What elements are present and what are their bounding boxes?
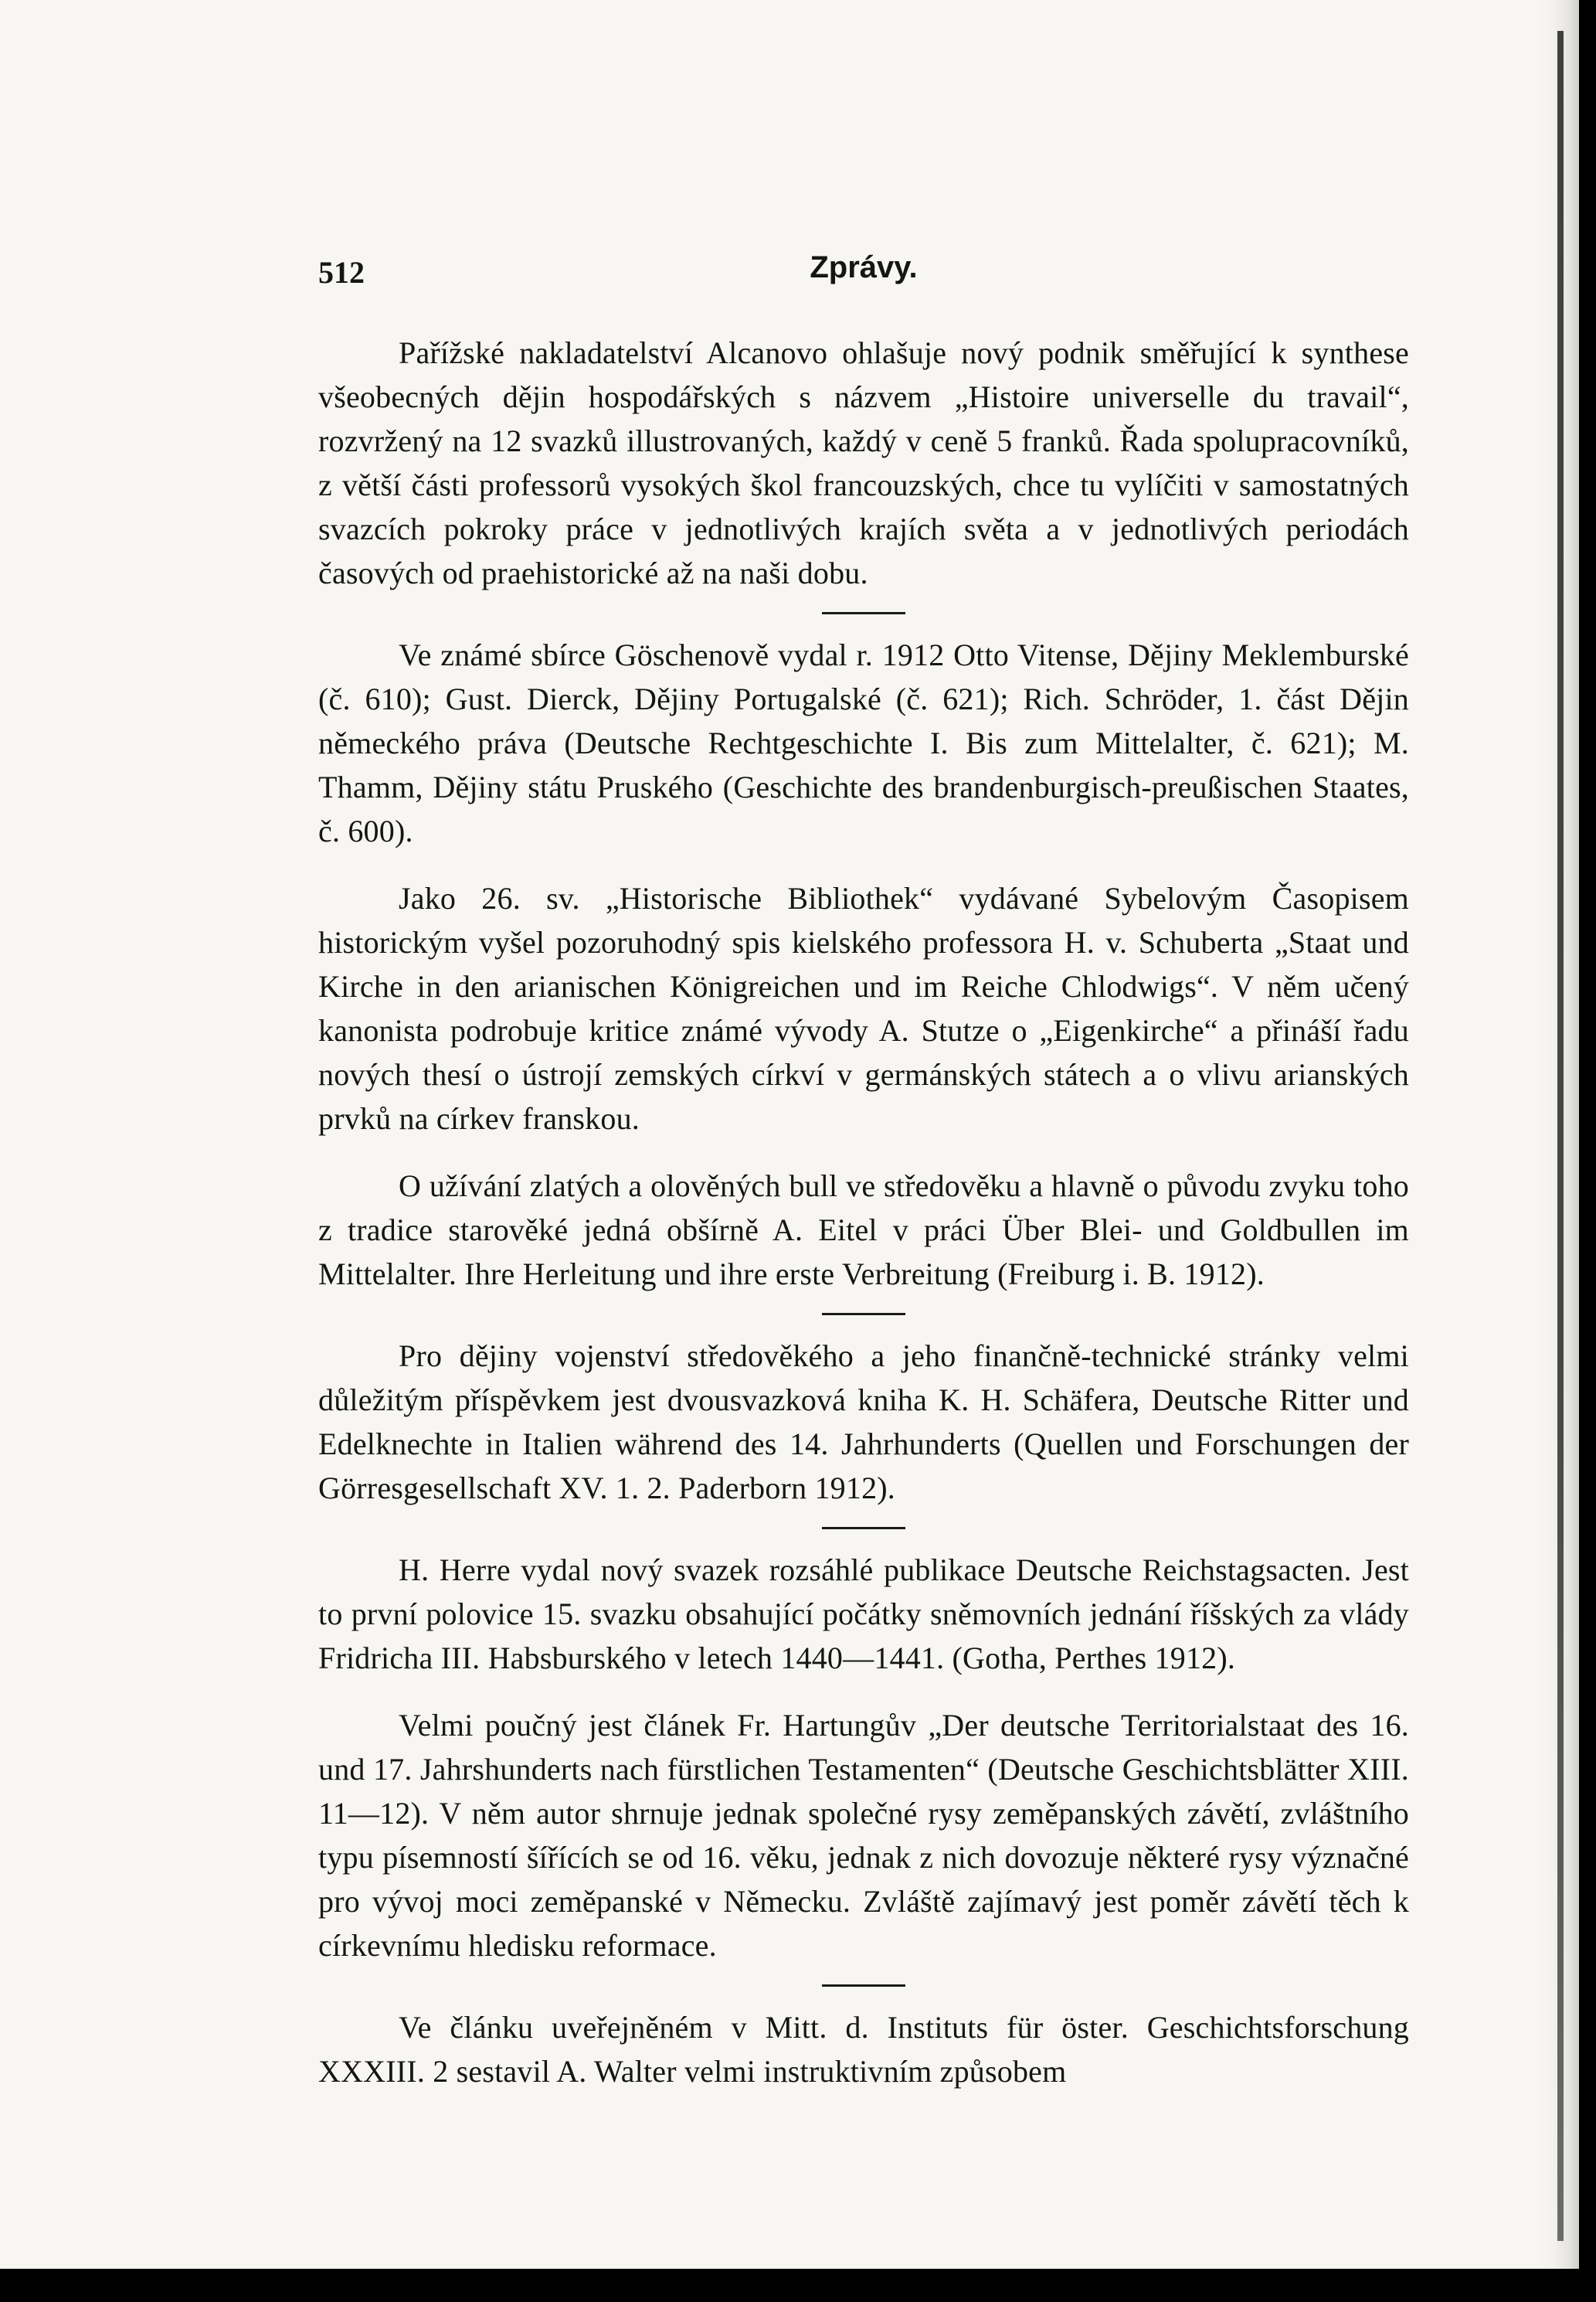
scan-bottom-border: [0, 2269, 1596, 2302]
section-divider: [822, 612, 905, 614]
section-divider: [822, 1527, 905, 1529]
paragraph-alcan: Pařížské nakladatelství Alcanovo ohlašuje nový podnik směřující k synthese všeobecných dějin hospodářských s názvem „Histoire universelle du travail“, rozvržený na 12 svazků illustrovaných, každý v ceně 5 franků. Řada spolupracovníků, z větší části professorů vysokých škol francouzských, chce tu vylíčiti v samostatných svazcích pokroky práce v jednotlivých krajích světa a v jednotlivých periodách časových od praehistorické až na naši dobu.: [318, 335, 1409, 590]
paragraph-historische-bibliothek: Jako 26. sv. „Historische Bibliothek“ vydávané Sybelovým Časopisem historickým vyšel pozoruhodný spis kielského professora H. v. Schuberta „Staat und Kirche in den arianischen Königreichen und im Reiche Chlodwigs“. V něm učený kanonista podrobuje kritice známé vývody A. Stutze o „Eigenkirche“ a přináší řadu nových thesí o ústrojí zemských církví v germánských státech a o vlivu arianských prvků na církev franskou.: [318, 881, 1409, 1136]
section-divider: [822, 1984, 905, 1987]
paragraph-vojenstvi: Pro dějiny vojenství středověkého a jeho finančně-technické stránky velmi důležitým příspěvkem jest dvousvazková kniha K. H. Schäfera, Deutsche Ritter und Edelknechte in Italien während des 14. Jahrhunderts (Quellen und Forschungen der Görresgesellschaft XV. 1. 2. Paderborn 1912).: [318, 1338, 1409, 1505]
page-number: 512: [318, 255, 365, 290]
page-header: [318, 246, 1409, 292]
paragraph-walter: Ve článku uveřejněném v Mitt. d. Instituts für öster. Geschichtsforschung XXXIII. 2 sestavil A. Walter velmi instruktivním způsobem: [318, 2010, 1409, 2089]
paragraph-hartung: Velmi poučný jest článek Fr. Hartungův „Der deutsche Territorialstaat des 16. und 17. Jahrshunderts nach fürstlichen Testamenten“ (Deutsche Geschichtsblätter XIII. 11—12). V něm autor shrnuje jednak společné rysy zeměpanských závětí, zvláštního typu písemností šířících se od 16. věku, jednak z nich dovozuje některé rysy význačné pro vývoj moci zeměpanské v Německu. Zvláště zajímavý jest poměr závětí těch k církevnímu hledisku reformace.: [318, 1708, 1409, 1963]
paragraph-goschen: Ve známé sbírce Göschenově vydal r. 1912 Otto Vitense, Dějiny Meklemburské (č. 610); Gust. Dierck, Dějiny Portugalské (č. 621); Rich. Schröder, 1. část Dějin německého práva (Deutsche Rechtgeschichte I. Bis zum Mittelalter, č. 621); M. Thamm, Dějiny státu Pruského (Geschichte des brandenburgisch-preußischen Staates, č. 600).: [318, 638, 1409, 848]
text-page: [318, 246, 1409, 2093]
binding-shadow: [1557, 31, 1564, 2241]
paragraph-reichstagsacten: H. Herre vydal nový svazek rozsáhlé publikace Deutsche Reichstagsacten. Jest to první polovice 15. svazku obsahující počátky sněmovních jednání říšských za vlády Fridricha III. Habsburského v letech 1440—1441. (Gotha, Perthes 1912).: [318, 1552, 1409, 1675]
section-divider: [822, 1313, 905, 1315]
running-title: Zprávy.: [810, 250, 918, 284]
paragraph-bullen: O užívání zlatých a olověných bull ve středověku a hlavně o původu zvyku toho z tradice starověké jedná obšírně A. Eitel v práci Über Blei- und Goldbullen im Mittelalter. Ihre Herleitung und ihre erste Verbreitung (Freiburg i. B. 1912).: [318, 1168, 1409, 1291]
